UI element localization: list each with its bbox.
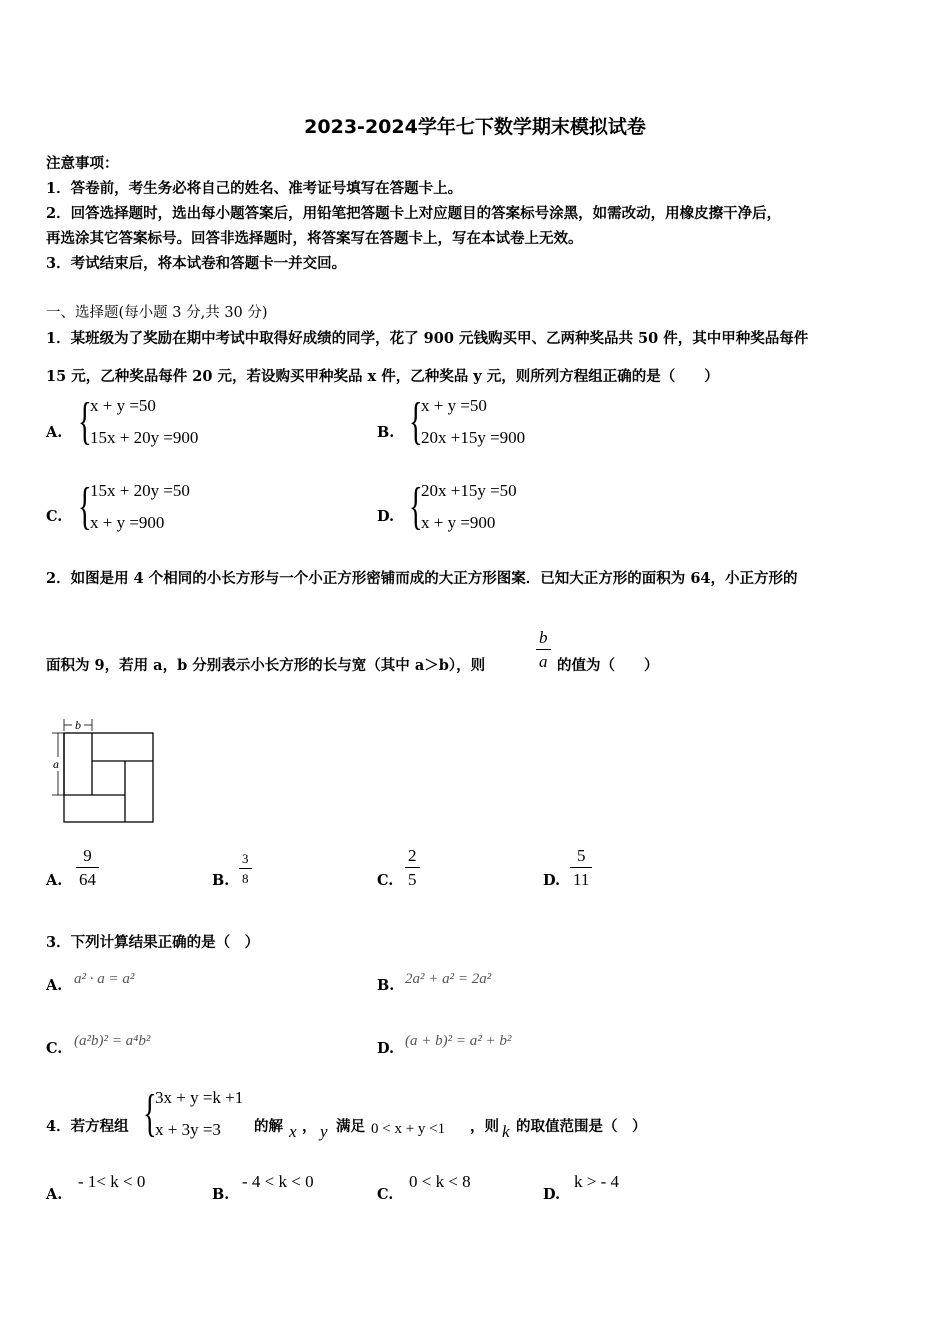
q1-option-b-eq1: x + y =50 [421,396,487,415]
fig-label-b: b [75,718,81,732]
q2-option-c-label[interactable]: C. [377,872,394,889]
q1-option-c-system: { 15x + 20y =50 x + y =900 [78,478,190,535]
q1-option-d-label[interactable]: D. [377,508,395,525]
q1-option-a-system: { x + y =50 15x + 20y =900 [78,393,199,450]
q4-option-b-label[interactable]: B. [212,1186,230,1203]
notice-item-2b: 再选涂其它答案标号。回答非选择题时，将答案写在答题卡上，写在本试卷上无效。 [46,230,583,247]
q3-option-a-label[interactable]: A. [46,977,63,994]
q3-option-b-expr: 2a² + a² = 2a² [405,971,492,987]
q4-stem-mid2: 满足 [336,1118,365,1135]
page-title: 2023-2024学年七下数学期末模拟试卷 [304,116,646,138]
q2-stem-line2b: 的值为（ ） [557,657,659,674]
q1-option-b-system: { x + y =50 20x +15y =900 [409,393,526,450]
q2-stem-line1: 2．如图是用 4 个相同的小长方形与一个小正方形密铺而成的大正方形图案．已知大正方形的面积为 64，小正方形的 [46,570,798,587]
q4-stem-mid1: 的解 [254,1118,283,1135]
q3-option-d-expr: (a + b)² = a² + b² [405,1033,512,1049]
q4-system: { 3x + y =k +1 x + 3y =3 [143,1085,244,1142]
q4-comma: ， [302,1118,317,1135]
q3-option-a-expr: a² · a = a² [74,971,135,987]
q3-option-c-label[interactable]: C. [46,1040,63,1057]
q2-option-b-label[interactable]: B. [212,872,230,889]
q1-option-a-eq1: x + y =50 [90,396,156,415]
q4-option-a-label[interactable]: A. [46,1186,63,1203]
q2-option-a-num: 9 [83,846,92,865]
section-heading: 一、选择题(每小题 3 分,共 30 分) [46,305,268,321]
q1-option-c-label[interactable]: C. [46,508,63,525]
q4-eq2: x + 3y =3 [155,1120,221,1139]
q1-option-d-system: { 20x +15y =50 x + y =900 [409,478,517,535]
q3-option-d-label[interactable]: D. [377,1040,395,1057]
q4-var-k: k [502,1122,510,1141]
q2-option-a-den: 64 [76,867,99,889]
q1-option-b-eq2: 20x +15y =900 [421,428,526,447]
q1-option-c-eq1: 15x + 20y =50 [90,481,190,500]
q2-option-b-fraction [239,851,252,886]
q2-option-b-num: 3 [242,851,249,866]
q1-stem-line2: 15 元，乙种奖品每件 20 元，若设购买甲种奖品 x 件，乙种奖品 y 元，则所列方程组正确的是（ ） [46,368,719,385]
q3-option-c-expr: (a²b)² = a⁴b² [74,1033,151,1049]
q1-option-c-eq2: x + y =900 [90,513,165,532]
notice-item-3: 3．考试结束后，将本试卷和答题卡一并交回。 [46,255,347,272]
q1-option-a-label[interactable]: A. [46,424,63,441]
q4-var-x: x [289,1122,297,1141]
q4-option-c-expr: 0 < k < 8 [409,1172,471,1191]
q4-option-b-expr: - 4 < k < 0 [242,1172,314,1191]
q4-option-d-expr: k > - 4 [574,1172,619,1191]
notice-item-1: 1．答卷前，考生务必将自己的姓名、准考证号填写在答题卡上。 [46,180,463,197]
q2-option-b-den: 8 [239,868,252,886]
q2-frac-den: a [536,649,551,671]
q4-option-c-label[interactable]: C. [377,1186,394,1203]
q4-option-d-label[interactable]: D. [543,1186,561,1203]
q2-option-d-fraction [570,846,592,889]
big-square [64,733,153,822]
q2-option-c-fraction [405,846,420,889]
notice-heading: 注意事项： [46,155,119,172]
q2-option-a-label[interactable]: A. [46,872,63,889]
q1-option-a-eq2: 15x + 20y =900 [90,428,199,447]
fig-label-a: a [53,757,59,771]
q1-option-d-eq1: 20x +15y =50 [421,481,517,500]
q2-fraction-b-over-a [536,628,551,671]
q1-stem-line1: 1．某班级为了奖励在期中考试中取得好成绩的同学，花了 900 元钱购买甲、乙两种奖品共 50 件，其中甲种奖品每件 [46,330,809,347]
q2-option-c-num: 2 [408,846,417,865]
q2-option-d-label[interactable]: D. [543,872,561,889]
q1-option-b-label[interactable]: B. [377,424,395,441]
q4-stem-mid3: ，则 [470,1118,499,1135]
q3-option-b-label[interactable]: B. [377,977,395,994]
q4-var-y: y [320,1122,328,1141]
q3-stem: 3．下列计算结果正确的是（ ） [46,934,260,951]
q1-option-d-eq2: x + y =900 [421,513,496,532]
q2-option-d-den: 11 [570,867,592,889]
q4-eq1: 3x + y =k +1 [155,1088,244,1107]
q4-option-a-expr: - 1< k < 0 [78,1172,146,1191]
notice-item-2a: 2．回答选择题时，选出每小题答案后，用铅笔把答题卡上对应题目的答案标号涂黑，如需改动，用橡皮擦干净后， [46,205,782,222]
q4-stem-suffix: 的取值范围是（ ） [516,1118,647,1135]
q2-option-a-fraction [76,846,99,889]
q2-frac-num: b [539,628,548,647]
q2-option-d-num: 5 [576,846,586,865]
q2-option-c-den: 5 [405,867,420,889]
q2-stem-line2a: 面积为 9，若用 a，b 分别表示小长方形的长与宽（其中 a＞b），则 [46,657,486,674]
q2-figure [46,713,161,828]
q4-stem-prefix: 4．若方程组 [46,1118,129,1135]
q4-condition: 0 < x + y <1 [371,1121,446,1137]
